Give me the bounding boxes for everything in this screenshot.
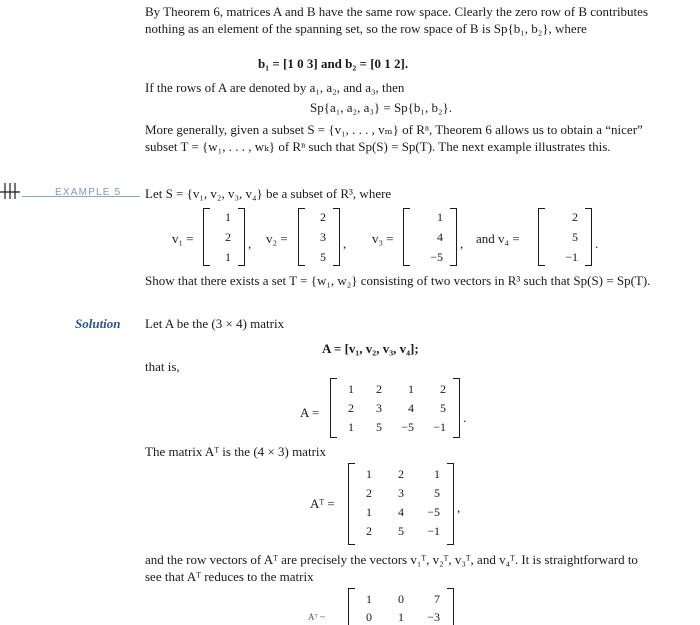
matrix-cell: 1	[366, 505, 372, 519]
matrix-cell: 2	[398, 467, 404, 481]
matrix-cell: −1	[433, 420, 446, 434]
example-marker-icon	[0, 182, 20, 200]
matrix-a-transpose	[348, 463, 454, 545]
vector-separator: ,	[460, 236, 464, 251]
solution-line: Let A be the (3 × 4) matrix	[145, 316, 285, 331]
matrix-at-label: Aᵀ =	[310, 496, 335, 511]
vector-cell: 2	[572, 210, 578, 224]
vector-v1	[203, 208, 245, 266]
matrix-cell: 1	[408, 382, 414, 396]
matrix-cell: 2	[366, 486, 372, 500]
vector-label-v3: v₃ =	[372, 231, 394, 246]
solution-label: Solution	[75, 316, 121, 331]
matrix-cell: −5	[401, 420, 414, 434]
vector-cell: 4	[437, 230, 443, 244]
vector-cell: 2	[225, 230, 231, 244]
rows-sentence: If the rows of A are denoted by a₁, a₂, and a₃, then	[145, 80, 405, 95]
matrix-cell: 2	[366, 524, 372, 538]
b-vectors-equation: b₁ = [1 0 3] and b₂ = [0 1 2].	[258, 56, 409, 71]
vector-cell: 1	[225, 210, 231, 224]
matrix-cell: 1	[398, 610, 404, 624]
example-statement: Let S = {v₁, v₂, v₃, v₄} be a subset of R³, where	[145, 186, 392, 201]
matrix-cell: 1	[366, 467, 372, 481]
matrix-cell: 2	[440, 382, 446, 396]
matrix-cell: 3	[376, 401, 382, 415]
span-equation: Sp{a₁, a₂, a₃} = Sp{b₁, b₂}.	[310, 100, 452, 115]
vector-separator: ,	[248, 236, 252, 251]
matrix-cell: 1	[348, 420, 354, 434]
intro-paragraph: By Theorem 6, matrices A and B have the same row space. Clearly the zero row of B contributes nothing as an element of the spanning set, so the row space of B is Sp{b₁, b₂}, where	[145, 4, 649, 36]
a-definition-equation: A = [v₁, v₂, v₃, v₄];	[322, 341, 419, 356]
example-label: EXAMPLE 5	[55, 187, 122, 198]
show-sentence: Show that there exists a set T = {w₁, w₂} consisting of two vectors in R³ such that Sp(S) = Sp(T).	[145, 273, 651, 288]
matrix-cell: 0	[366, 610, 372, 624]
vector-v3	[403, 208, 457, 266]
vector-cell: 3	[320, 230, 326, 244]
matrix-cell: 1	[366, 592, 372, 606]
vector-cell: 2	[320, 210, 326, 224]
matrix-a-separator: .	[463, 410, 467, 425]
matrix-cell: 7	[434, 592, 440, 606]
matrix-cell: 1	[348, 382, 354, 396]
that-is-text: that is,	[145, 359, 180, 374]
vector-cell: 5	[572, 230, 578, 244]
closing-paragraph: and the row vectors of Aᵀ are precisely the vectors v₁ᵀ, v₂ᵀ, v₃ᵀ, and v₄ᵀ. It is straightforward to see that Aᵀ reduces to the matrix	[145, 552, 638, 584]
matrix-cell: 5	[434, 486, 440, 500]
matrix-reduced-label: Aᵀ ~	[308, 612, 325, 622]
matrix-cell: 4	[408, 401, 414, 415]
vector-cell: 5	[320, 250, 326, 264]
vector-label-v4: and v₄ =	[476, 231, 520, 246]
matrix-cell: 3	[398, 486, 404, 500]
matrix-cell: 5	[398, 524, 404, 538]
matrix-cell: −1	[427, 524, 440, 538]
vector-v2	[298, 208, 340, 266]
matrix-cell: 2	[376, 382, 382, 396]
vector-cell: −1	[565, 250, 578, 264]
transpose-sentence: The matrix Aᵀ is the (4 × 3) matrix	[145, 444, 327, 459]
vector-cell: 1	[225, 250, 231, 264]
matrix-a	[330, 378, 460, 438]
vector-separator: ,	[343, 236, 347, 251]
matrix-cell: 5	[376, 420, 382, 434]
matrix-cell: −3	[427, 610, 440, 624]
vector-cell: 1	[437, 210, 443, 224]
vector-separator: .	[595, 236, 599, 251]
vector-cell: −5	[430, 250, 443, 264]
general-paragraph: More generally, given a subset S = {v₁, . . . , vₘ} of Rⁿ, Theorem 6 allows us to obtain a “nicer” subset T = {w₁, . . . , wₖ} of Rⁿ such that Sp(S) = Sp(T). The next example illustrates this.	[145, 122, 643, 154]
vector-label-v1: v₁ =	[172, 231, 194, 246]
matrix-cell: 2	[348, 401, 354, 415]
matrix-cell: 0	[398, 592, 404, 606]
matrix-cell: 1	[434, 467, 440, 481]
vector-v4	[538, 208, 592, 266]
matrix-cell: 4	[398, 505, 404, 519]
matrix-cell: 5	[440, 401, 446, 415]
vector-label-v2: v₂ =	[266, 231, 288, 246]
matrix-cell: −5	[427, 505, 440, 519]
matrix-reduced	[348, 588, 454, 625]
matrix-at-separator: ,	[457, 500, 461, 515]
matrix-a-label: A =	[300, 405, 320, 420]
